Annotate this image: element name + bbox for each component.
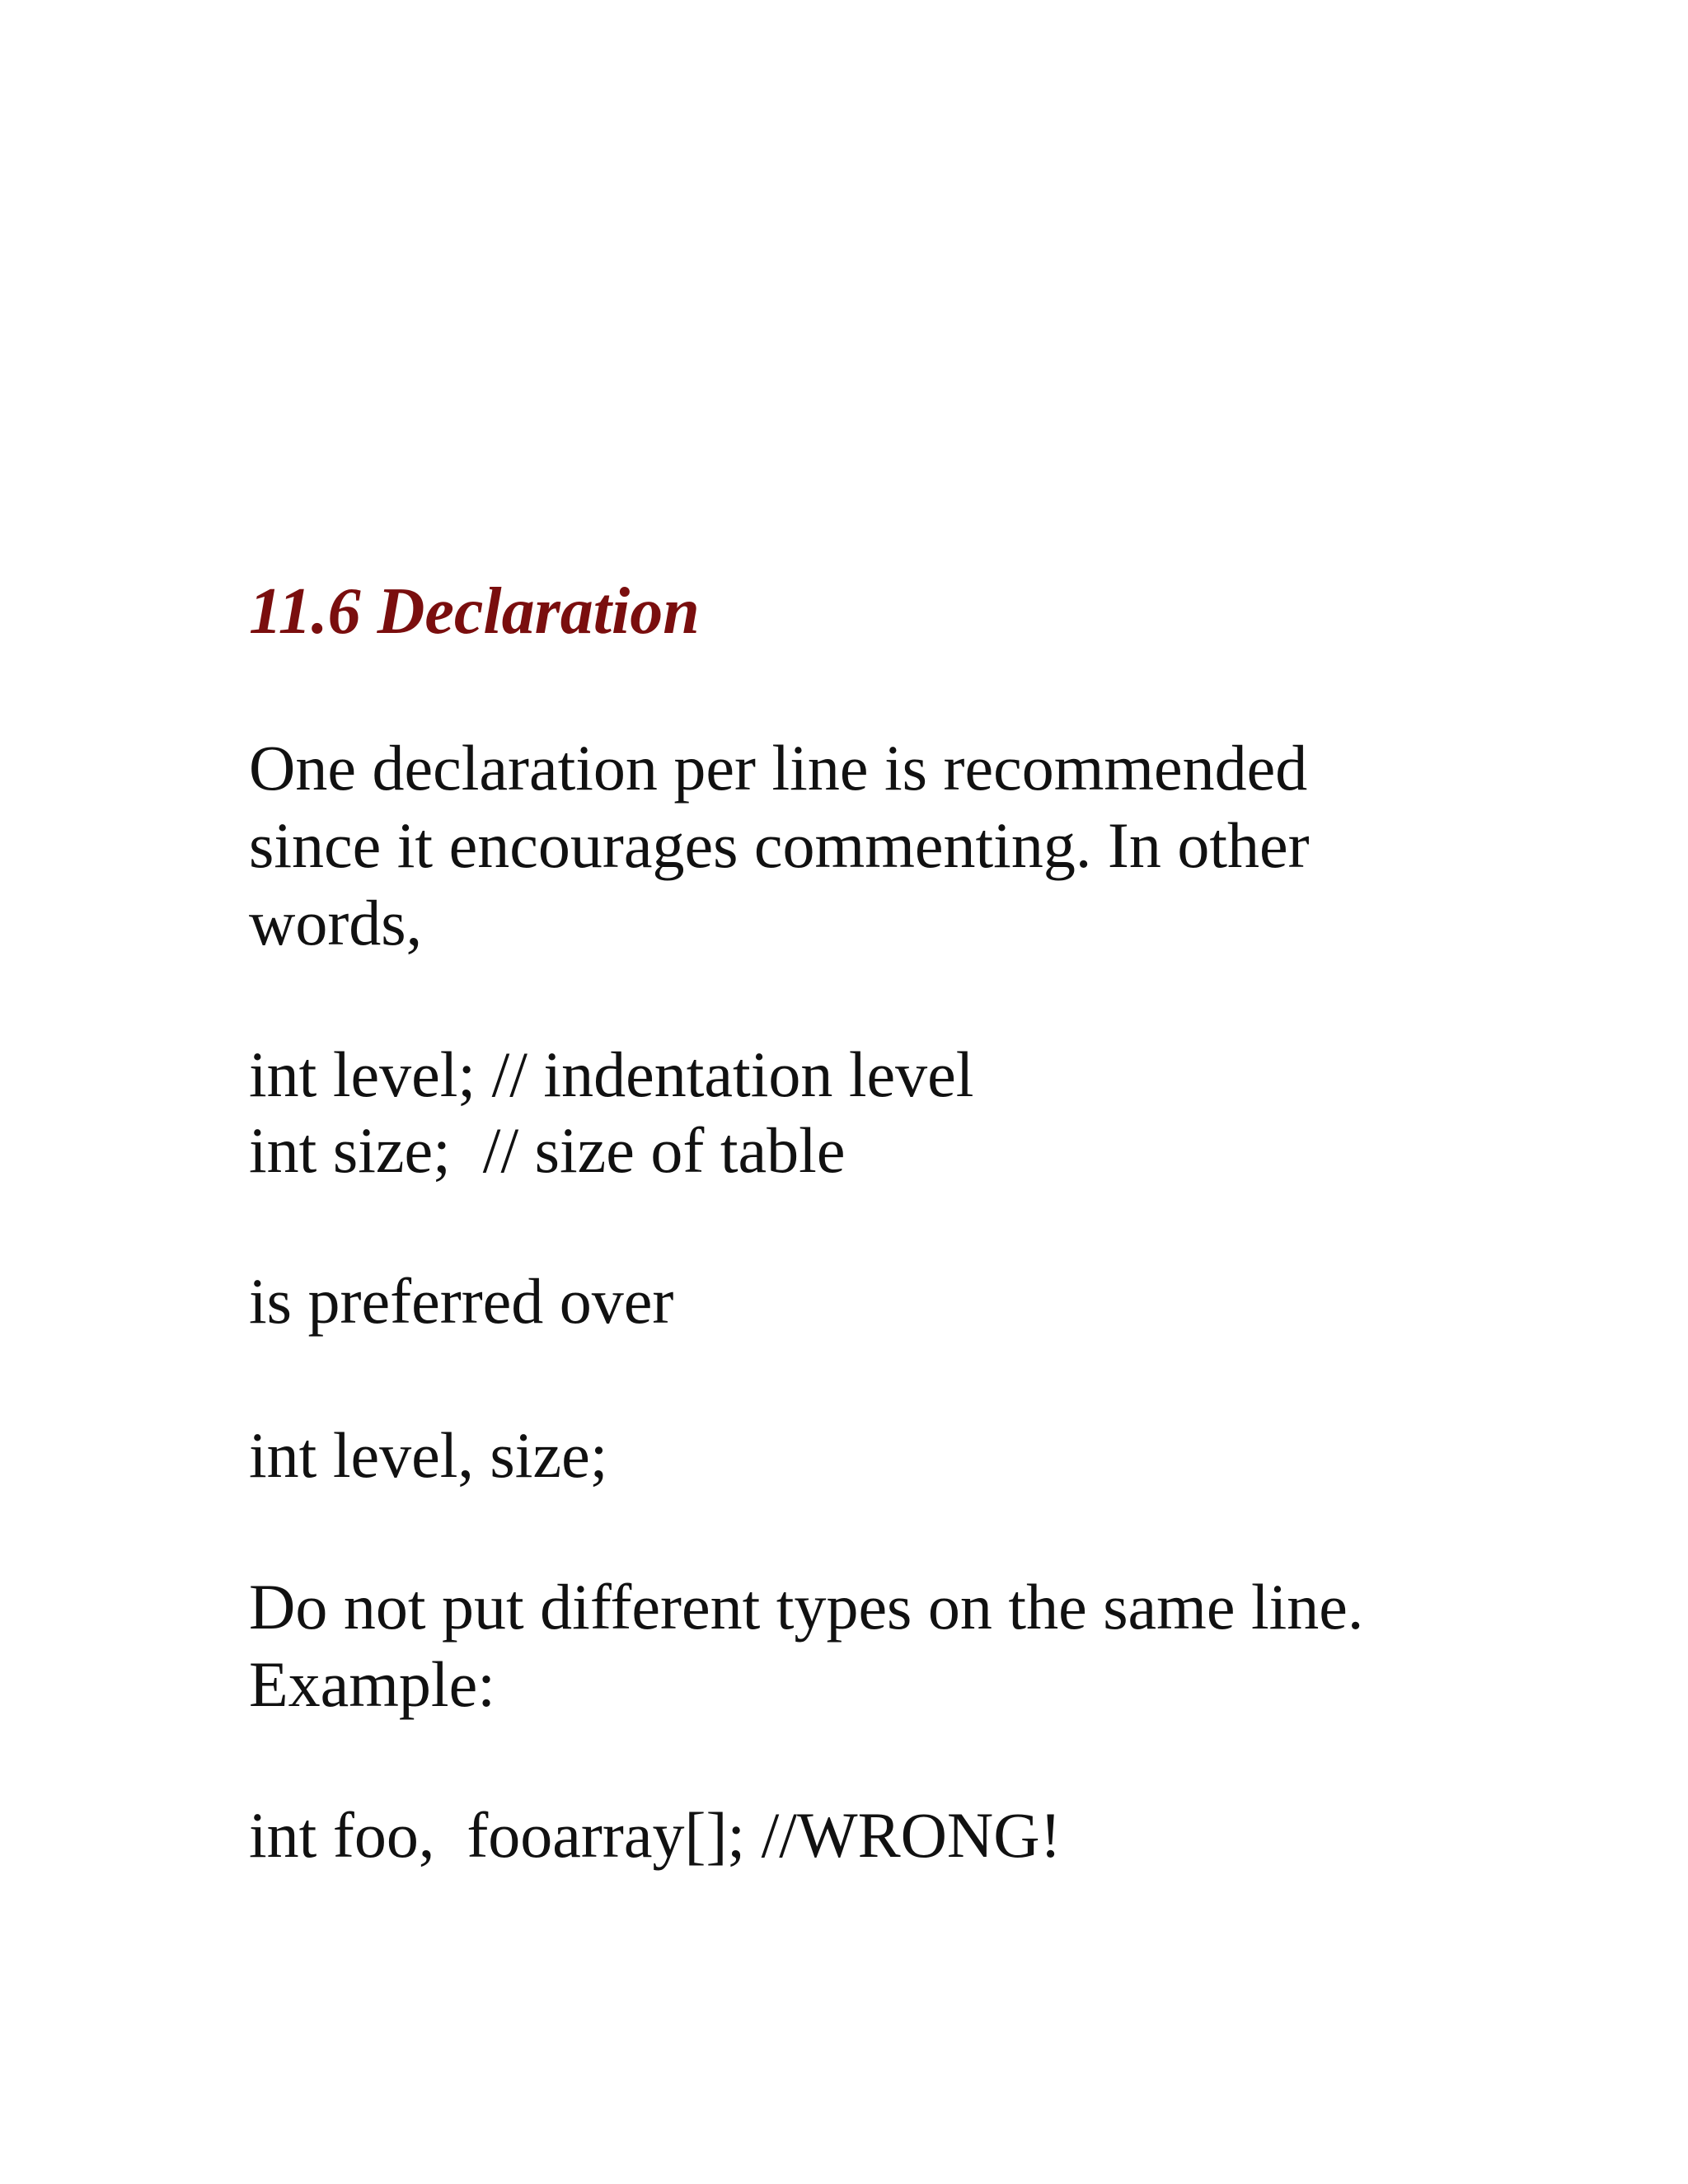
rule-text-line-2: Example: (249, 1648, 495, 1720)
rule-text-line-1: Do not put different types on the same line. (249, 1571, 1364, 1643)
code-example-good-line-1: int level; // indentation level (249, 1038, 974, 1110)
intro-text-line-3: words, (249, 887, 423, 958)
code-example-wrong: int foo, fooarray[]; //WRONG! (249, 1799, 1062, 1871)
section-heading: 11.6 Declaration (249, 575, 700, 648)
code-example-good-line-2: int size; // size of table (249, 1114, 846, 1186)
code-example-bad: int level, size; (249, 1419, 608, 1491)
intro-text-line-1: One declaration per line is recommended (249, 732, 1308, 804)
intro-text-line-2: since it encourages commenting. In other (249, 809, 1310, 881)
preferred-over-text: is preferred over (249, 1265, 674, 1337)
